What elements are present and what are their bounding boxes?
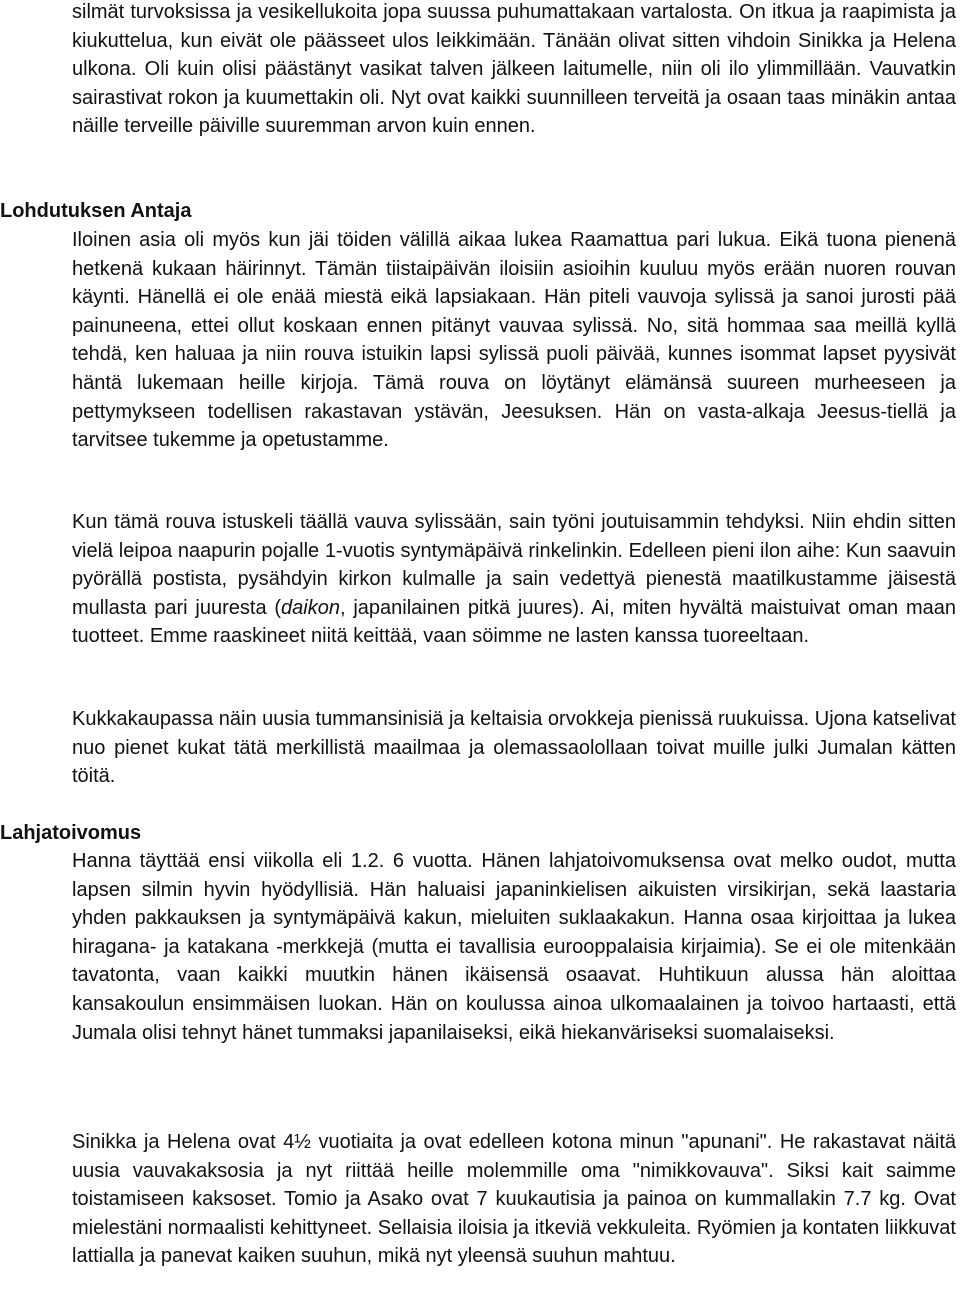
section1-paragraph-2-italic: daikon xyxy=(281,596,340,619)
section-heading-lahjatoivomus: Lahjatoivomus xyxy=(0,822,142,844)
section1-paragraph-2-text-b: , japanilainen pitkä juures). Ai, miten hyvältä maistuivat oman maan tuotteet. Emme raaskineet niitä keittää, vaan söimme ne lasten kanssa tuoreeltaan. xyxy=(72,596,956,648)
section1-paragraph-1: Iloinen asia oli myös kun jäi töiden välillä aikaa lukea Raamattua pari lukua. Eikä tuona pienenä hetkenä kukaan häirinnyt. Tämän tiistaipäivän iloisiin asioihin kuuluu myös erään nuoren rouvan käynti. Hänellä ei ole enää miestä eikä lapsiakaan. Hän piteli vauvoja sylissä ja sanoi jurosti pää painuneena, ettei ollut koskaan ennen pitänyt vauvaa sylissä. No, sitä hommaa saa meillä kyllä tehdä, ken haluaa ja niin rouva istuikin lapsi sylissä puoli päivää, kunnes isommat lapset pyysivät häntä lukemaan heille kirjoja. Tämä rouva on löytänyt elämänsä suureen murheeseen ja pettymykseen todellisen rakastavan ystävän, Jeesuksen. Hän on vasta-alkaja Jeesus-tiellä ja tarvitsee tukemme ja opetustamme. xyxy=(72,229,956,452)
intro-paragraph: silmät turvoksissa ja vesikellukoita jopa suussa puhumattakaan vartalosta. On itkua ja raapimista ja kiukuttelua, kun eivät ole päässeet ulos leikkimään. Tänään olivat sitten vihdoin Sinikka ja Helena ulkona. Oli kuin olisi päästänyt vasikat talven jälkeen laitumelle, niin oli ilo ylimmillään. Vauvatkin sairastivat rokon ja kuumettakin oli. Nyt ovat kaikki suunnilleen terveitä ja osaan taas minäkin antaa näille terveille päiville suuremman arvon kuin ennen. xyxy=(72,1,956,138)
section2-paragraph-1: Hanna täyttää ensi viikolla eli 1.2. 6 vuotta. Hänen lahjatoivomuksensa ovat melko oudot, mutta lapsen silmin hyvin hyödyllisiä. Hän haluaisi japaninkielisen aikuisten virsikirjan, sekä laastaria yhden pakkauksen ja syntymäpäivä kakun, mieluiten suklaakakun. Hanna osaa kirjoittaa ja lukea hiragana- ja katakana -merkkejä (mutta ei tavallisia eurooppalaisia kirjaimia). Se ei ole mitenkään tavatonta, vaan kaikki muutkin hänen ikäisensä osaavat. Huhtikuun alussa hän aloittaa kansakoulun ensimmäisen luokan. Hän on koulussa ainoa ulkomaalainen ja toivoo hartaasti, että Jumala olisi tehnyt hänet tummaksi japanilaiseksi, eikä hiekanväriseksi suomalaiseksi. xyxy=(72,850,956,1044)
section1-paragraph-2 xyxy=(72,508,956,651)
section1-paragraph-2-text-a: Kun tämä rouva istuskeli täällä vauva sylissään, sain työni joutuisammin tehdyksi. Niin ehdin sitten vielä leipoa naapurin pojalle 1-vuotis syntymäpäivä rinkelinkin. Edelleen pieni ilon aihe: Kun saavuin pyörällä postista, pysähdyin kirkon kulmalle ja sain vedettyä pienestä maatilkustamme jäisestä mullasta pari juuresta ( xyxy=(72,511,956,619)
section1-paragraph-3: Kukkakaupassa näin uusia tummansinisiä ja keltaisia orvokkeja pienissä ruukuissa. Ujona katselivat nuo pienet kukat tätä merkillistä maailmaa ja olemassaolollaan toivat muille julki Jumalan kätten töitä. xyxy=(72,708,956,788)
section-heading-lohdutuksen-antaja: Lohdutuksen Antaja xyxy=(0,200,192,222)
section2-paragraph-2: Sinikka ja Helena ovat 4½ vuotiaita ja ovat edelleen kotona minun "apunani". He rakastavat näitä uusia vauvakaksosia ja nyt riittää heille molemmille oma "nimikkovauva". Siksi kait saimme toistamiseen kaksoset. Tomio ja Asako ovat 7 kuukautisia ja painoa on kummallakin 7.7 kg. Ovat mielestäni normaalisti kehittyneet. Sellaisia iloisia ja itkeviä vekkuleita. Ryömien ja kontaten liikkuvat lattialla ja panevat kaiken suuhun, mikä nyt yleensä suuhun mahtuu. xyxy=(72,1131,956,1268)
